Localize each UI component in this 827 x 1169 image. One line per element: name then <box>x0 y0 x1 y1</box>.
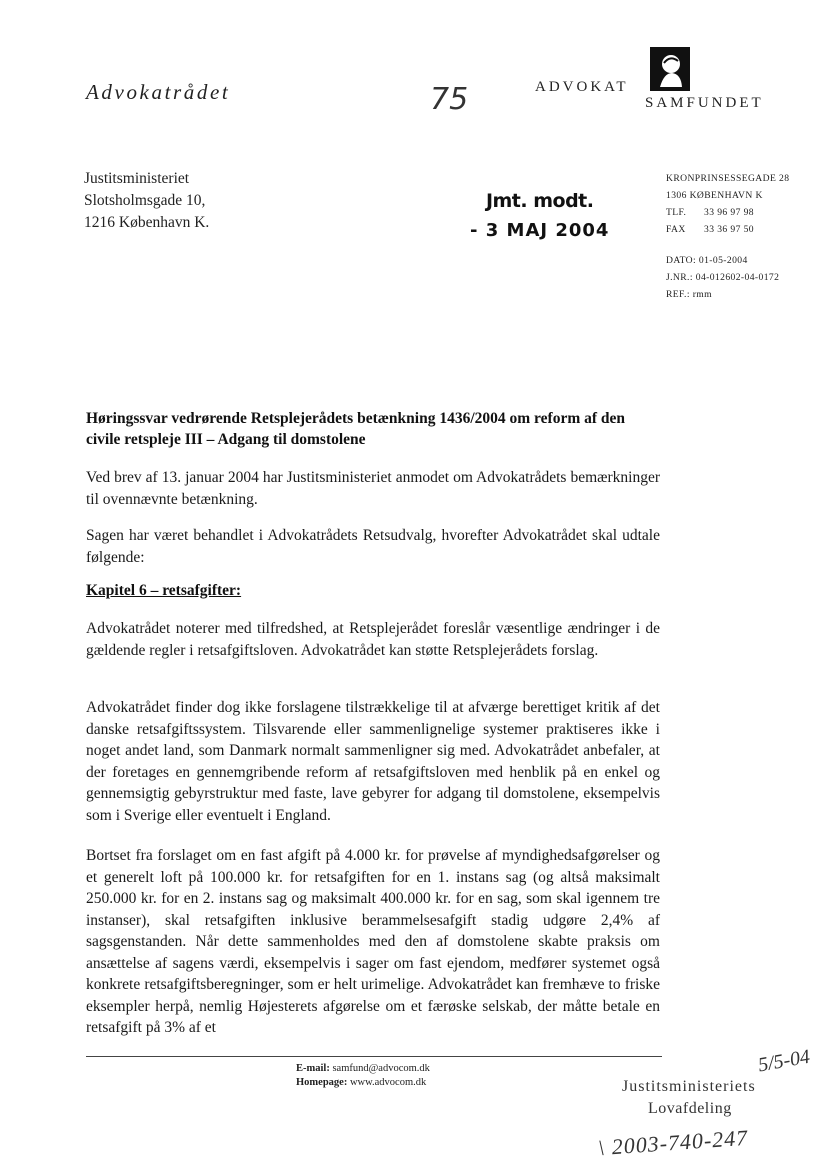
email-link[interactable]: samfund@advocom.dk <box>332 1063 430 1074</box>
letter-date <box>666 252 789 269</box>
sender-phone <box>666 204 789 221</box>
ref-label: REF.: <box>666 289 690 300</box>
logo-word-samfundet: SAMFUNDET <box>645 95 764 111</box>
stamp-date: - 3 MAJ 2004 <box>470 220 610 241</box>
recipient-line: Justitsministeriet <box>84 170 190 187</box>
handwritten-file-reference: \ 2003-740-247 <box>597 1124 749 1161</box>
logo-word-advokat: ADVOKAT <box>535 79 629 95</box>
stamp-label: Jmt. modt. <box>485 190 594 212</box>
section-title: Kapitel 6 – retsafgifter: <box>86 582 242 599</box>
sender-name: Advokatrådet <box>86 80 231 104</box>
footer-email-row <box>296 1062 430 1076</box>
homepage-link[interactable]: www.advocom.dk <box>349 1077 427 1088</box>
fax-value: 33 36 97 50 <box>704 224 754 235</box>
jnr-value: 04-012602-04-0172 <box>695 272 780 283</box>
advokatsamfundet-logo-icon <box>650 47 690 91</box>
footer-contact <box>296 1062 430 1090</box>
phone-label: TLF. <box>666 207 687 218</box>
footer-homepage-row <box>296 1076 430 1090</box>
department-stamp-line1: Justitsministeriets <box>622 1078 756 1095</box>
recipient-line: 1216 København K. <box>84 214 210 231</box>
sender-street: KRONPRINSESSEGADE 28 <box>666 173 790 184</box>
sender-address-block <box>666 170 789 303</box>
paragraph-5: Bortset fra forslaget om en fast afgift på 4.000 kr. for prøvelse af myndighedsafgørelser og et generelt loft på 100.000 kr. for retsafgiften for en 1. instans sag (og altså maksimalt 250.000 kr. for en 2. instans sag og maksimalt 400.000 kr. for en sag, som skal igennem tre instanser), skal retsafgiften inklusive berammelsesafgift stadig udgøre 2,4% af sagsgenstanden. Når dette sammenholdes med den af domstolene skabte praksis om ansættelse af sagens værdi, eksempelvis i sager om fast ejendom, medfører systemet også konkrete retsafgiftsberegninger, som er helt urimelige. Advokatrådet kan fremhæve to friske eksempler herpå, nemlig Højesterets afgørelse om et færøske selskab, der måtte betale en retsafgift på 3% af et <box>86 847 660 1036</box>
homepage-label: Homepage: <box>296 1077 348 1088</box>
date-label: DATO: <box>666 255 697 266</box>
received-stamp <box>470 190 609 241</box>
sender-fax <box>666 221 789 238</box>
fax-label: FAX <box>666 224 686 235</box>
paragraph-3: Advokatrådet noterer med tilfredshed, at Retsplejerådet foreslår væsentlige ændringer i de gældende regler i retsafgiftsloven. Advokatrådet kan støtte Retsplejerådets forslag. <box>86 620 660 659</box>
department-stamp-line2: Lovafdeling <box>648 1100 732 1117</box>
jnr-label: J.NR.: <box>666 272 693 283</box>
paragraph-4: Advokatrådet finder dog ikke forslagene tilstrækkelige til at afværge berettiget kritik af det danske retsafgiftssystem. Tilsvarende eller sammenlignelige systemer praktiseres ikke i noget andet land, som Danmark normalt sammenligner sig med. Advokatrådet anbefaler, at der foretages en gennemgribende reform af retsafgiftsloven med henblik på en enkel og gennemsigtig gebyrstruktur med faste, lave gebyrer for adgang til domstolene, eksempelvis som i Sverige eller eventuelt i England. <box>86 699 660 824</box>
letter-heading: Høringssvar vedrørende Retsplejerådets betænkning 1436/2004 om reform af den civile retspleje III – Adgang til domstolene <box>86 410 626 448</box>
footer-divider <box>86 1056 662 1057</box>
sender-city: 1306 KØBENHAVN K <box>666 190 763 201</box>
date-value: 01-05-2004 <box>698 255 748 266</box>
paragraph-1: Ved brev af 13. januar 2004 har Justitsministeriet anmodet om Advokatrådets bemærkninger til ovennævnte betænkning. <box>86 469 660 508</box>
phone-value: 33 96 97 98 <box>704 207 754 218</box>
recipient-address <box>84 168 209 234</box>
ref-value: rmm <box>692 289 713 300</box>
reference <box>666 286 789 303</box>
handwritten-mark: 75 <box>430 82 469 117</box>
recipient-line: Slotsholmsgade 10, <box>84 192 206 209</box>
handwritten-received-date: 5/5-04 <box>756 1045 812 1077</box>
journal-number <box>666 269 789 286</box>
paragraph-2: Sagen har været behandlet i Advokatrådets Retsudvalg, hvorefter Advokatrådet skal udtale følgende: <box>86 527 660 566</box>
email-label: E-mail: <box>296 1063 330 1074</box>
